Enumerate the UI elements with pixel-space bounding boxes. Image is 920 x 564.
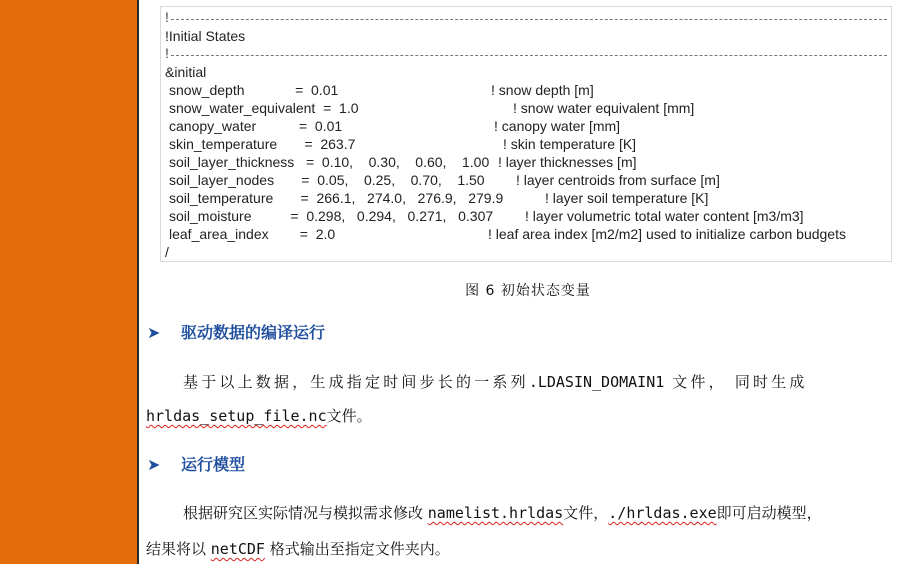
code-comment: ! layer soil temperature [K] <box>545 190 709 206</box>
code-line: canopy_water = 0.01 <box>169 118 343 134</box>
arrow-bullet-icon: ➤ <box>147 323 161 342</box>
code-comment: ! snow depth [m] <box>491 82 594 98</box>
section-heading-driver <box>147 320 325 343</box>
comment-rule: ! <box>165 45 887 63</box>
paragraph-text: 基于以上数据，生成指定时间步长的一系列 <box>183 373 529 391</box>
inline-code: namelist.hrldas <box>427 504 564 522</box>
code-comment: ! layer thicknesses [m] <box>498 154 637 170</box>
section-heading-run-model <box>147 452 245 475</box>
paragraph-text: 根据研究区实际情况与模拟需求修改 <box>183 504 428 522</box>
section-title: 驱动数据的编译运行 <box>181 323 326 342</box>
code-comment: ! snow water equivalent [mm] <box>513 100 695 116</box>
figure-caption: 图 6 初始状态变量 <box>465 283 591 299</box>
code-comment: ! canopy water [mm] <box>494 118 621 134</box>
code-comment: ! leaf area index [m2/m2] used to initialize carbon budgets <box>488 226 846 242</box>
code-line: snow_water_equivalent = 1.0 <box>169 100 359 116</box>
paragraph-text: 格式输出至指定文件夹内。 <box>264 540 450 558</box>
paragraph-line <box>183 371 910 392</box>
code-comment: ! layer volumetric total water content [m3/m3] <box>525 208 804 224</box>
code-line: soil_temperature = 266.1, 274.0, 276.9, 279.9 <box>169 190 504 206</box>
inline-code: .LDASIN_DOMAIN1 <box>528 373 665 391</box>
code-line: soil_moisture = 0.298, 0.294, 0.271, 0.307 <box>169 208 494 224</box>
inline-code: netCDF <box>210 540 265 558</box>
code-line-end: / <box>165 244 169 260</box>
code-line: soil_layer_nodes = 0.05, 0.25, 0.70, 1.50 <box>169 172 485 188</box>
paragraph-text: 结果将以 <box>146 540 211 558</box>
inline-code: ./hrldas.exe <box>608 504 717 522</box>
code-line-initial: &initial <box>165 64 207 80</box>
code-line: soil_layer_thickness = 0.10, 0.30, 0.60, 1.00 <box>169 154 490 170</box>
paragraph-text: 文件， <box>563 504 609 522</box>
paragraph-text: 文件。 <box>326 407 372 425</box>
comment-rule: ! <box>165 9 887 27</box>
paragraph-line <box>183 502 910 523</box>
code-block <box>160 6 892 262</box>
code-comment: ! layer centroids from surface [m] <box>516 172 720 188</box>
code-line: leaf_area_index = 2.0 <box>169 226 336 242</box>
paragraph-text: 文件， 同时生成 <box>664 373 808 391</box>
arrow-bullet-icon: ➤ <box>147 455 161 474</box>
section-title: 运行模型 <box>181 455 246 474</box>
paragraph-line <box>146 405 910 426</box>
code-comment: ! skin temperature [K] <box>503 136 637 152</box>
code-line: snow_depth = 0.01 <box>169 82 339 98</box>
paragraph-text: 即可启动模型， <box>716 504 822 522</box>
inline-code: hrldas_setup_file.nc <box>146 407 327 425</box>
code-line: skin_temperature = 263.7 <box>169 136 356 152</box>
code-line-initial-states: !Initial States <box>165 28 246 44</box>
paragraph-line <box>146 538 910 559</box>
